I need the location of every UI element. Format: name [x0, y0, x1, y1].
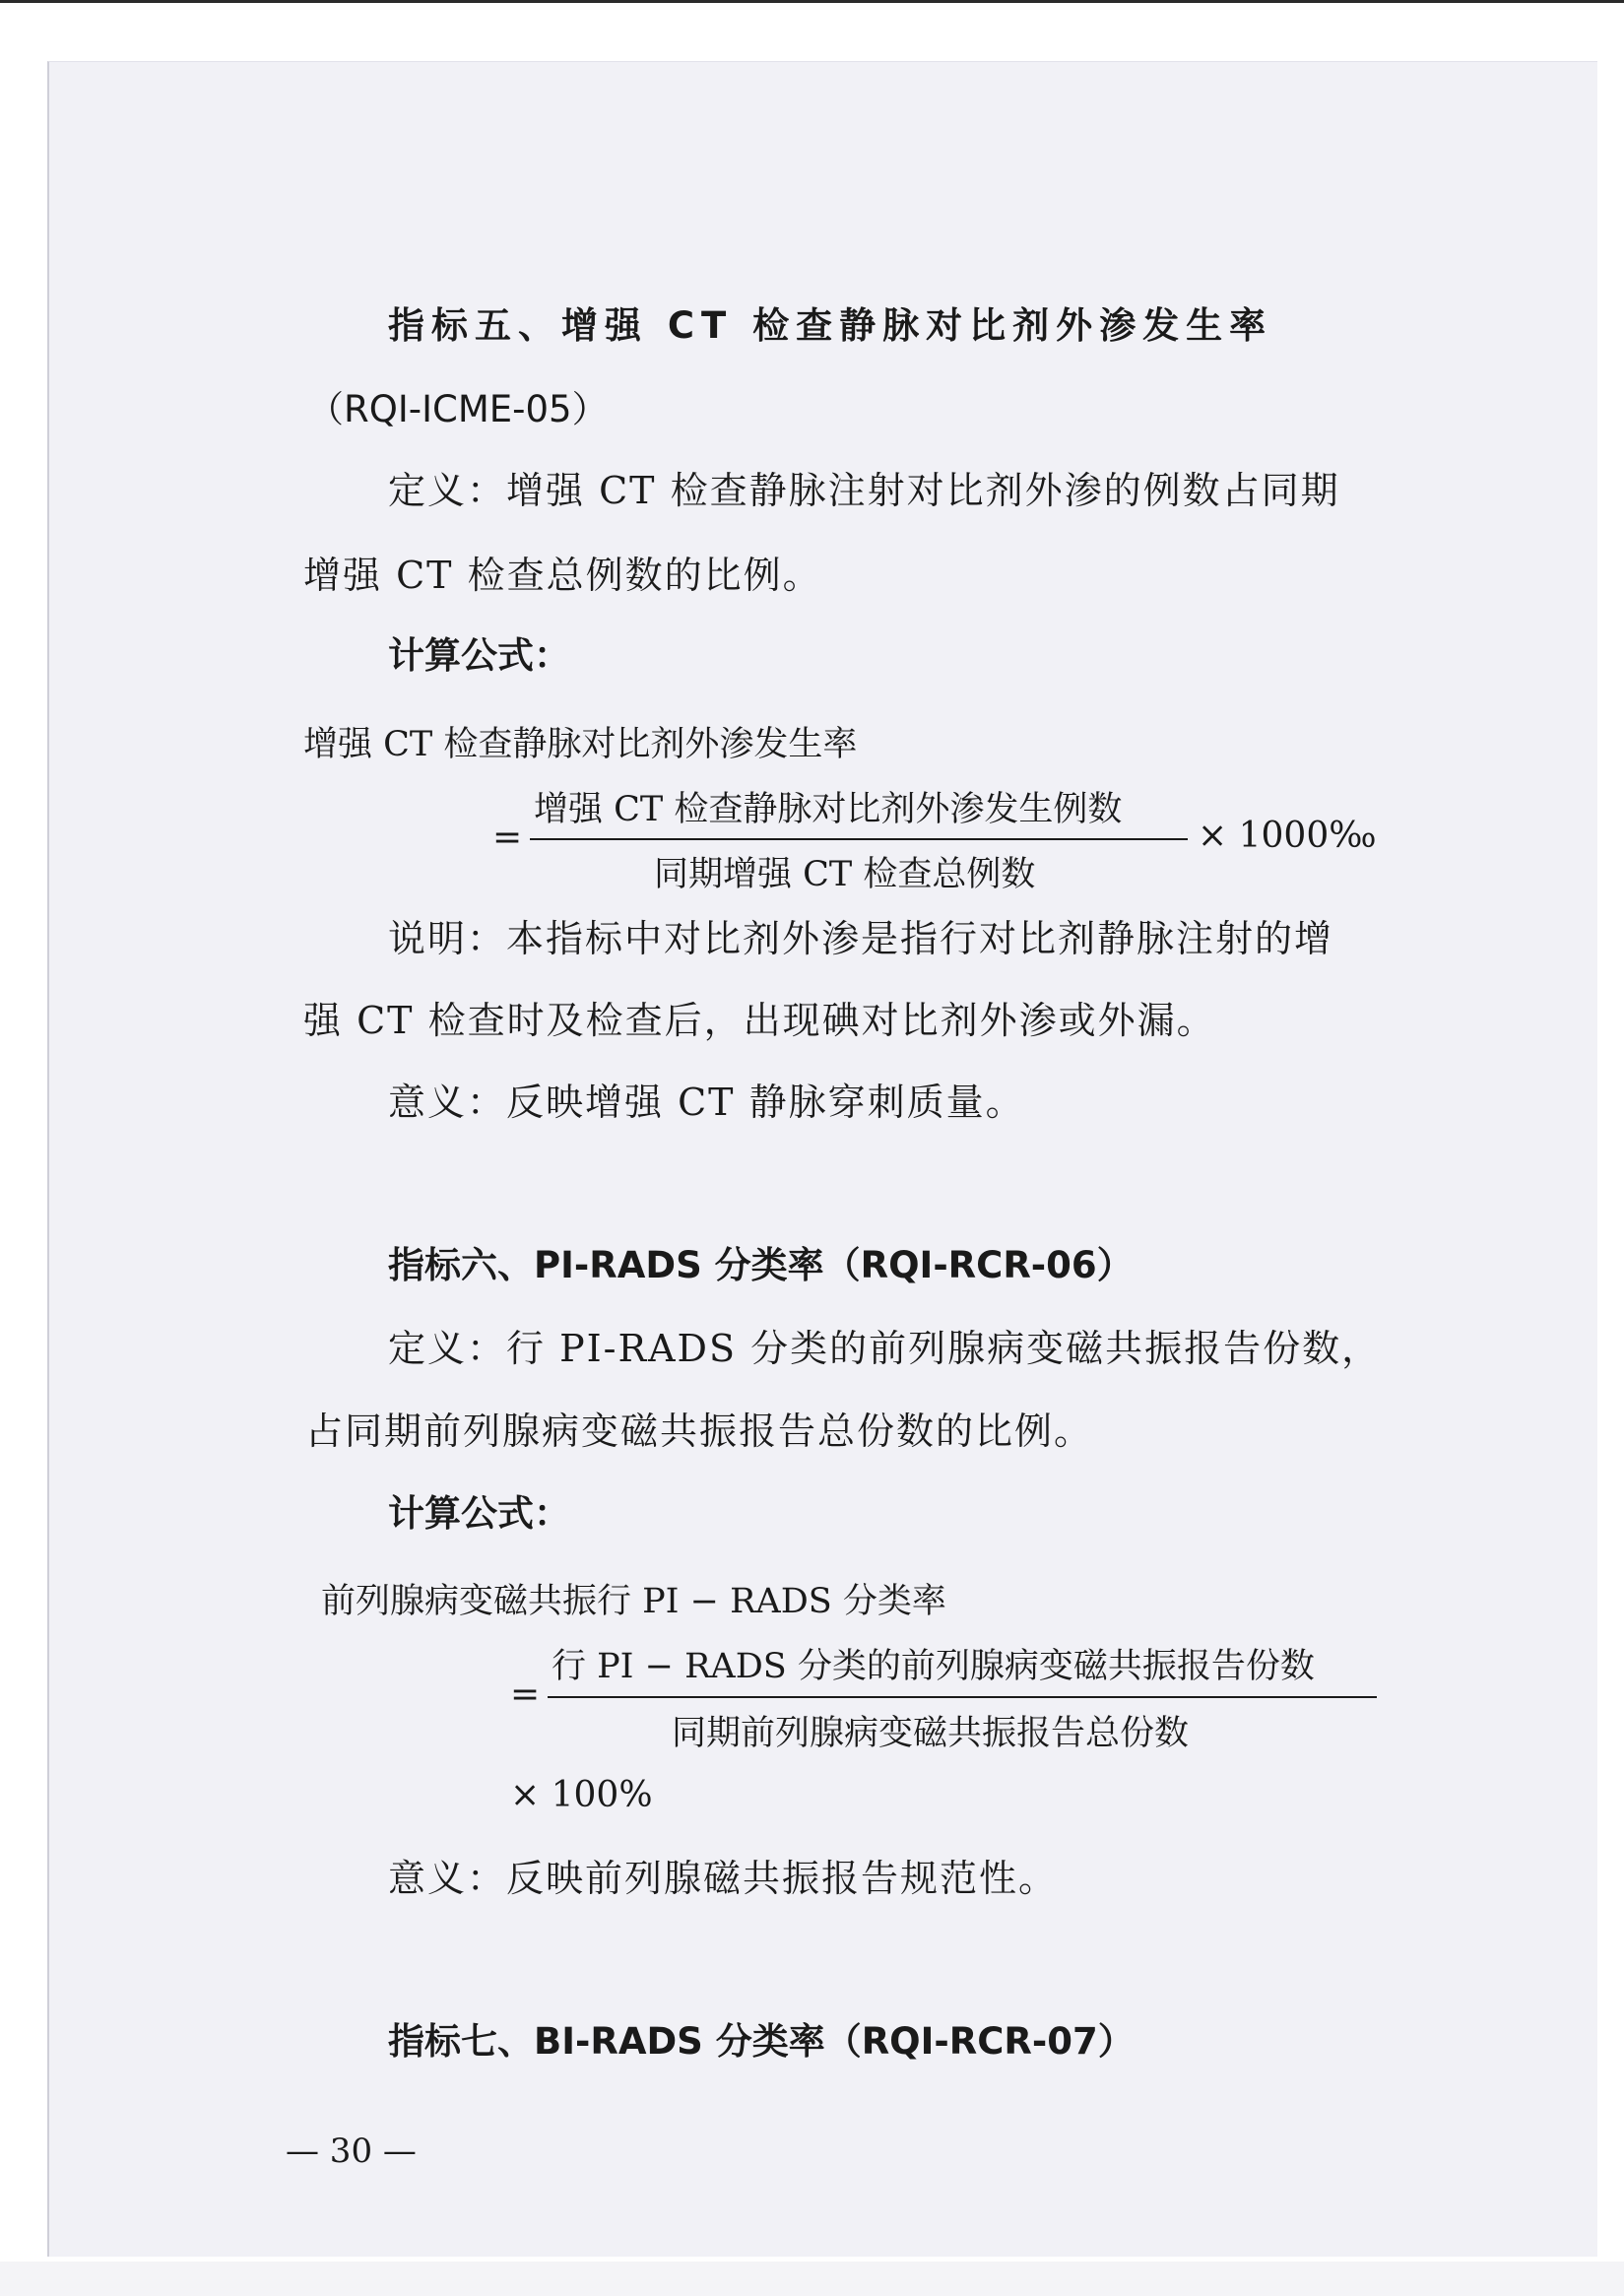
section6-formula-lhs: 前列腺病变磁共振行 PI − RADS 分类率	[321, 1582, 946, 1621]
section5-definition-line1: 定义：增强 CT 检查静脉注射对比剂外渗的例数占同期	[388, 469, 1340, 512]
section5-title-line2: （RQI-ICME-05）	[307, 388, 609, 430]
page-number: — 30 —	[286, 2132, 417, 2171]
section6-formula-numerator: 行 PI − RADS 分类的前列腺病变磁共振报告份数	[552, 1647, 1315, 1686]
section5-formula-multiplier: × 1000‰	[1198, 816, 1377, 856]
section6-definition-line2: 占同期前列腺病变磁共振报告总份数的比例。	[305, 1410, 1094, 1453]
scan-edge-top	[0, 0, 1624, 3]
section5-title-line1: 指标五、增强 CT 检查静脉对比剂外渗发生率	[388, 304, 1273, 347]
section5-formula-numerator: 增强 CT 检查静脉对比剂外渗发生例数	[534, 790, 1123, 829]
document-page	[47, 61, 1597, 2257]
section6-fraction-bar	[548, 1696, 1377, 1698]
section5-meaning: 意义：反映增强 CT 静脉穿刺质量。	[388, 1081, 1025, 1124]
section6-definition-line1: 定义：行 PI-RADS 分类的前列腺病变磁共振报告份数，	[388, 1327, 1382, 1370]
section5-note-line1: 说明：本指标中对比剂外渗是指行对比剂静脉注射的增	[388, 917, 1334, 960]
section6-title: 指标六、PI-RADS 分类率（RQI-RCR-06）	[388, 1244, 1134, 1286]
section6-meaning: 意义：反映前列腺磁共振报告规范性。	[388, 1857, 1059, 1900]
section5-formula-lhs: 增强 CT 检查静脉对比剂外渗发生率	[303, 725, 858, 764]
section5-note-line2: 强 CT 检查时及检查后，出现碘对比剂外渗或外漏。	[303, 999, 1216, 1042]
scan-edge-bottom	[0, 2262, 1624, 2296]
section7-title: 指标七、BI-RADS 分类率（RQI-RCR-07）	[388, 2020, 1135, 2063]
section5-definition-line2: 增强 CT 检查总例数的比例。	[303, 554, 822, 597]
section6-formula-equals: =	[510, 1674, 541, 1715]
section5-formula-denominator: 同期增强 CT 检查总例数	[654, 855, 1036, 894]
section6-formula-label: 计算公式：	[388, 1492, 570, 1535]
section5-formula-equals: =	[492, 818, 523, 858]
section6-formula-denominator: 同期前列腺病变磁共振报告总份数	[672, 1714, 1190, 1753]
section5-formula-label: 计算公式：	[388, 634, 570, 677]
section6-formula-multiplier: × 100%	[510, 1775, 653, 1815]
section5-fraction-bar	[530, 838, 1188, 840]
